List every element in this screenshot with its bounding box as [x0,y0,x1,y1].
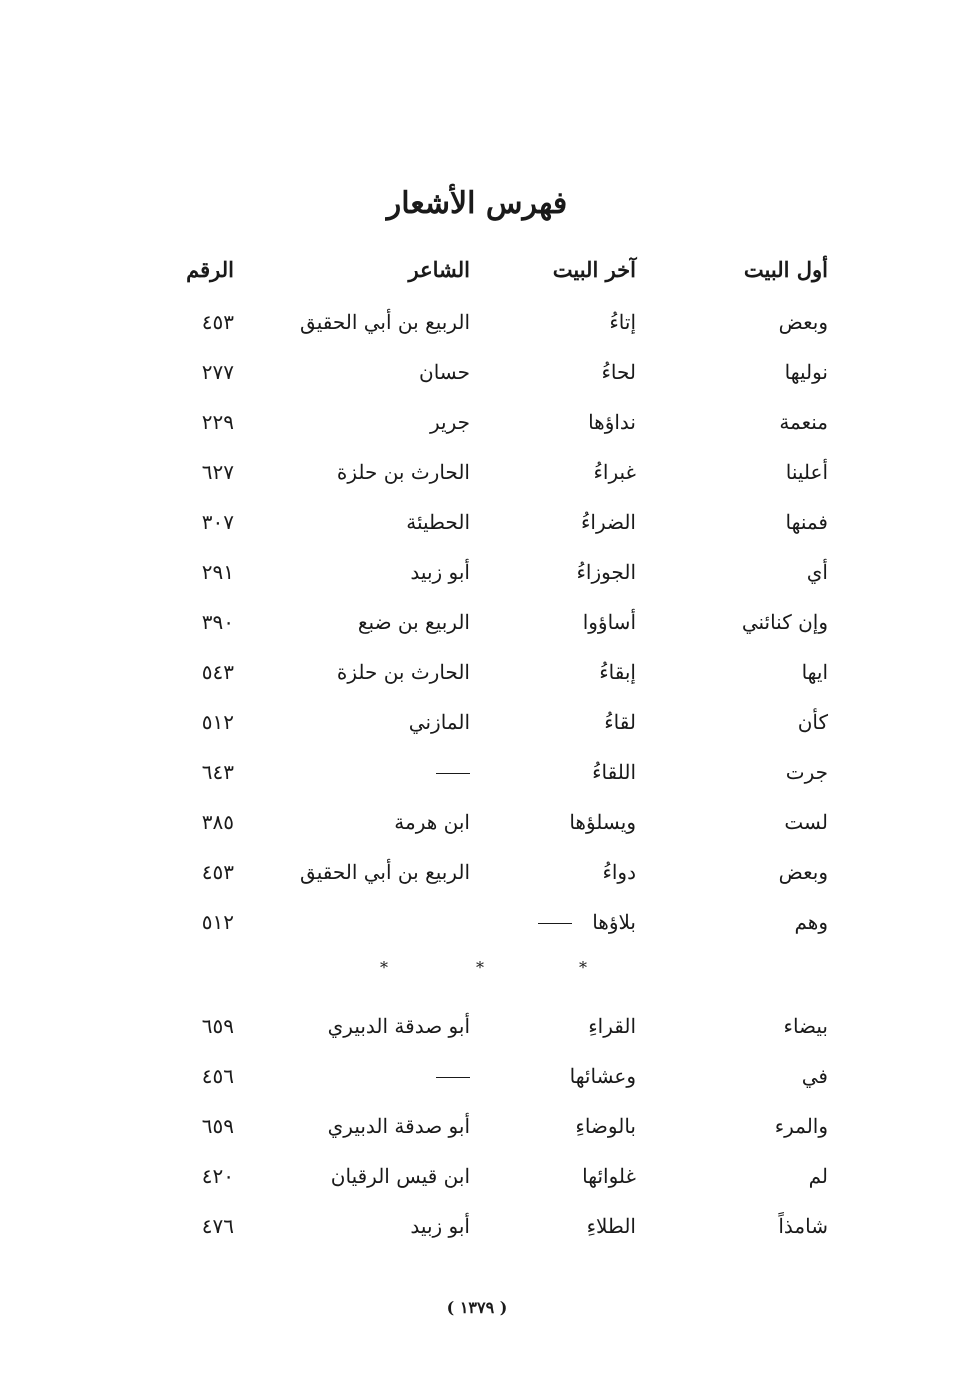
poet-name: أبو صدقة الدبيري [327,1114,470,1138]
entry-number: ٤٢٠ [201,1164,234,1188]
table-row [0,1006,954,1046]
last-word: بلاؤها [592,910,636,934]
last-word: أساؤوا [582,610,636,634]
poet-name: الربيع بن أبي الحقيق [300,860,470,884]
first-word: شامذاً [778,1214,828,1238]
table-row [0,1106,954,1146]
first-word: جرت [785,760,828,784]
first-word: منعمة [779,410,828,434]
ditto-dash [538,923,572,924]
table-row [0,502,954,542]
table-row [0,552,954,592]
table-row [0,902,954,942]
last-word: القراءِ [588,1014,636,1038]
entry-number: ٣٩٠ [201,610,234,634]
table-row [0,702,954,742]
first-word: وبعض [778,310,828,334]
table-row [0,1206,954,1246]
entry-number: ٤٥٣ [201,310,234,334]
separator-star: * [476,958,484,977]
table-row [0,602,954,642]
entry-number: ٤٥٦ [201,1064,234,1088]
poet-name-dash [436,752,470,792]
entry-number: ٥١٢ [201,910,234,934]
table-row [0,752,954,792]
header-poet: الشاعر [408,257,470,282]
entry-number: ٢٢٩ [201,410,234,434]
section-separator [0,956,954,980]
last-word: إتاءُ [609,310,636,334]
first-word: ايها [801,660,828,684]
entry-number: ٢٧٧ [201,360,234,384]
table-header-row [0,250,954,290]
first-word: والمرء [774,1114,828,1138]
entry-number: ٦٢٧ [201,460,234,484]
page-title: فهرس الأشعار [386,186,568,221]
header-number: الرقم [186,257,234,282]
separator-star: * [579,958,587,977]
last-word: اللقاءُ [592,760,636,784]
poet-name: أبو زبيد [410,560,470,584]
last-word: غلوائها [582,1164,636,1188]
poet-name: حسان [419,360,470,384]
first-word: وهم [794,910,828,934]
last-word: غبراءُ [593,460,636,484]
header-last-word: آخر البيت [552,257,636,282]
table-row [0,352,954,392]
poet-name: أبو زبيد [410,1214,470,1238]
table-row [0,1156,954,1196]
table-row [0,652,954,692]
last-word: الطلاءِ [586,1214,636,1238]
poet-name: المازني [408,710,470,734]
table-row [0,1056,954,1096]
poet-name: الحارث بن حلزة [336,660,470,684]
entry-number: ٤٥٣ [201,860,234,884]
first-word: فمنها [785,510,828,534]
entry-number: ٥١٢ [201,710,234,734]
last-word: الضراءُ [581,510,636,534]
last-word: بالوضاءِ [575,1114,636,1138]
entry-number: ٣٨٥ [201,810,234,834]
last-word: إبقاءُ [599,660,636,684]
first-word: وبعض [778,860,828,884]
first-word: وإن كنائني [741,610,828,634]
table-row [0,302,954,342]
entry-number: ٥٤٣ [201,660,234,684]
poet-name: ابن قيس الرقيان [330,1164,470,1188]
first-word: نوليها [784,360,828,384]
entry-number: ٦٤٣ [201,760,234,784]
table-row [0,852,954,892]
last-word: الجوزاءُ [576,560,636,584]
first-word: لم [808,1164,828,1188]
last-word: ويسلؤها [569,810,636,834]
entry-number: ٦٥٩ [201,1114,234,1138]
first-word: أي [806,560,828,584]
first-word: في [801,1064,828,1088]
poet-name: ابن هرمة [394,810,470,834]
entry-number: ٤٧٦ [201,1214,234,1238]
ditto-dash [436,1077,470,1078]
last-word: دواءُ [602,860,636,884]
last-word: لقاءُ [604,710,636,734]
last-word: لحاءُ [601,360,636,384]
page-number: ( ١٣٧٩ ) [446,1298,508,1317]
ditto-dash [436,773,470,774]
first-word: بيضاء [783,1014,828,1038]
poet-name: الربيع بن ضبع [357,610,470,634]
last-word-with-dash [538,902,636,942]
table-row [0,802,954,842]
table-row [0,452,954,492]
table-row [0,402,954,442]
separator-star: * [380,958,388,977]
first-word: أعلينا [785,460,828,484]
entry-number: ٢٩١ [201,560,234,584]
first-word: كأن [797,710,828,734]
poet-name: الحطيئة [406,510,470,534]
last-word: نداؤها [588,410,636,434]
entry-number: ٦٥٩ [201,1014,234,1038]
poet-name-dash [436,1056,470,1096]
header-first-word: أول البيت [743,257,828,282]
entry-number: ٣٠٧ [201,510,234,534]
poet-name: الربيع بن أبي الحقيق [300,310,470,334]
poet-name: أبو صدقة الدبيري [327,1014,470,1038]
poet-name: الحارث بن حلزة [336,460,470,484]
poet-name: جرير [430,410,470,434]
first-word: لست [784,810,828,834]
last-word: وعشائها [569,1064,636,1088]
